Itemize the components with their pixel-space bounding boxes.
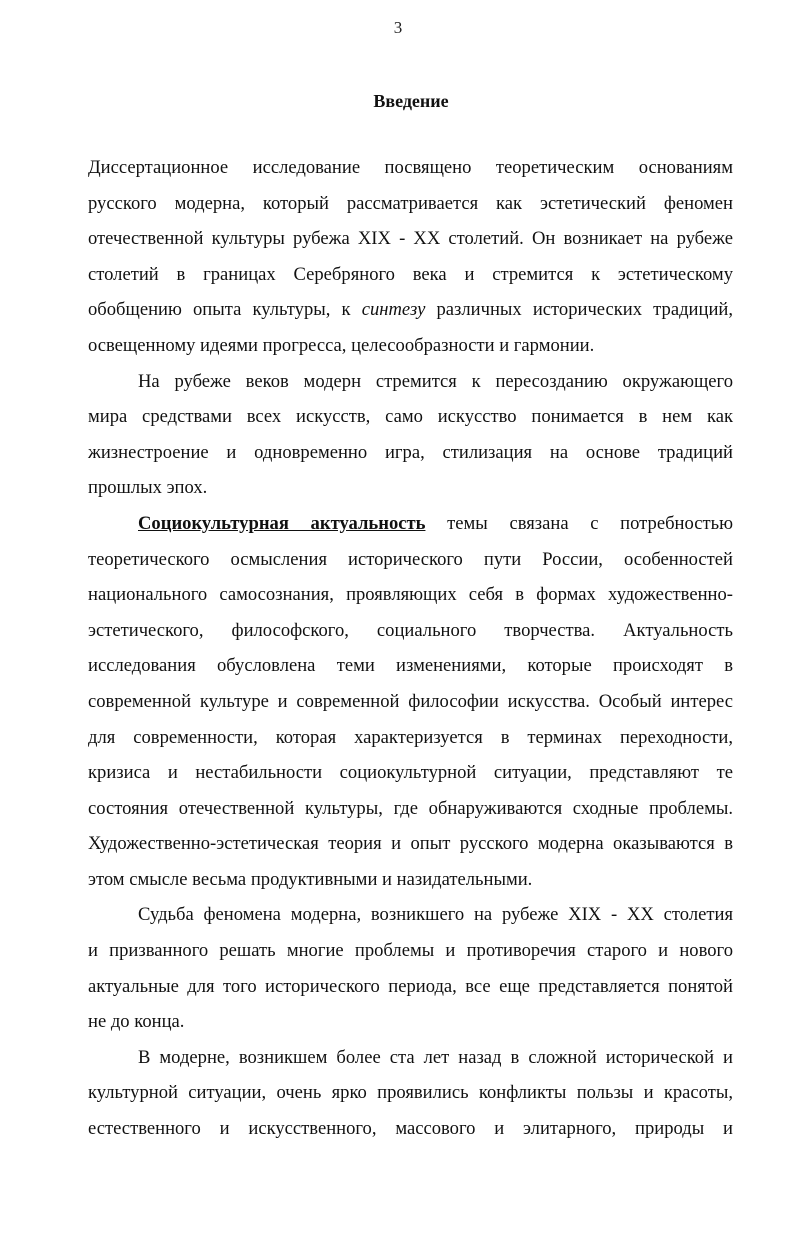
text-line: не до конца. xyxy=(88,1011,185,1033)
emphasized-word: синтезу xyxy=(361,299,426,321)
text-line: освещенному идеями прогресса, целесообразности и гармонии. xyxy=(88,334,595,356)
text-line: Художественно-эстетическая теория и опыт русского модерна оказываются в xyxy=(88,833,733,855)
text-line: состояния отечественной культуры, где обнаруживаются сходные проблемы. xyxy=(88,797,733,819)
text-line: отечественной культуры рубежа XIX - XX столетий. Он возникает на рубеже xyxy=(88,228,733,250)
text-line: кризиса и нестабильности социокультурной ситуации, представляют те xyxy=(88,762,733,784)
paragraph-intro xyxy=(88,150,733,364)
text-line: Диссертационное исследование посвящено теоретическим основаниям xyxy=(88,157,733,178)
text-line: В модерне, возникшем более ста лет назад в сложной исторической и xyxy=(138,1046,733,1068)
text-line: этом смысле весьма продуктивными и назидательными. xyxy=(88,868,533,890)
paragraph-relevance xyxy=(88,506,733,898)
text-run: обобщению опыта культуры, к xyxy=(88,299,362,321)
text-line: современной культуре и современной философии искусства. Особый интерес xyxy=(88,690,733,712)
text-line: культурной ситуации, очень ярко проявились конфликты пользы и красоты, xyxy=(88,1082,733,1104)
text-line: естественного и искусственного, массового и элитарного, природы и xyxy=(88,1118,733,1140)
relevance-heading: Социокультурная актуальность xyxy=(138,512,426,534)
text-line: и призванного решать многие проблемы и противоречия старого и нового xyxy=(88,940,733,962)
paragraph-fate xyxy=(88,897,733,1039)
text-line: исследования обусловлена теми изменениями, которые происходят в xyxy=(88,655,733,677)
text-line: для современности, которая характеризуется в терминах переходности, xyxy=(88,726,733,748)
text-line: эстетического, философского, социального творчества. Актуальность xyxy=(88,619,733,641)
text-line: актуальные для того исторического периода, все еще представляется понятой xyxy=(88,975,733,997)
text-line: прошлых эпох. xyxy=(88,477,208,499)
text-line: На рубеже веков модерн стремится к пересозданию окружающего xyxy=(138,370,733,392)
text-run: темы связана с потребностью xyxy=(425,512,734,534)
text-line: теоретического осмысления исторического пути России, особенностей xyxy=(88,548,733,570)
document-body xyxy=(88,150,733,1147)
text-run: различных исторических традиций, xyxy=(425,299,733,321)
text-line: национального самосознания, проявляющих себя в формах художественно- xyxy=(88,584,733,606)
text-line: Судьба феномена модерна, возникшего на рубеже XIX - XX столетия xyxy=(138,904,733,926)
paragraph-conflicts xyxy=(88,1040,733,1147)
text-line: жизнестроение и одновременно игра, стилизация на основе традиций xyxy=(88,441,733,463)
paragraph-modern xyxy=(88,364,733,506)
page-number: 3 xyxy=(393,18,403,37)
text-line xyxy=(88,506,733,542)
text-line: столетий в границах Серебряного века и стремится к эстетическому xyxy=(88,263,733,285)
text-line xyxy=(88,292,733,328)
text-line: русского модерна, который рассматривается как эстетический феномен xyxy=(88,192,733,214)
section-title: Введение xyxy=(373,91,449,111)
text-line: мира средствами всех искусств, само искусство понимается в нем как xyxy=(88,406,733,428)
